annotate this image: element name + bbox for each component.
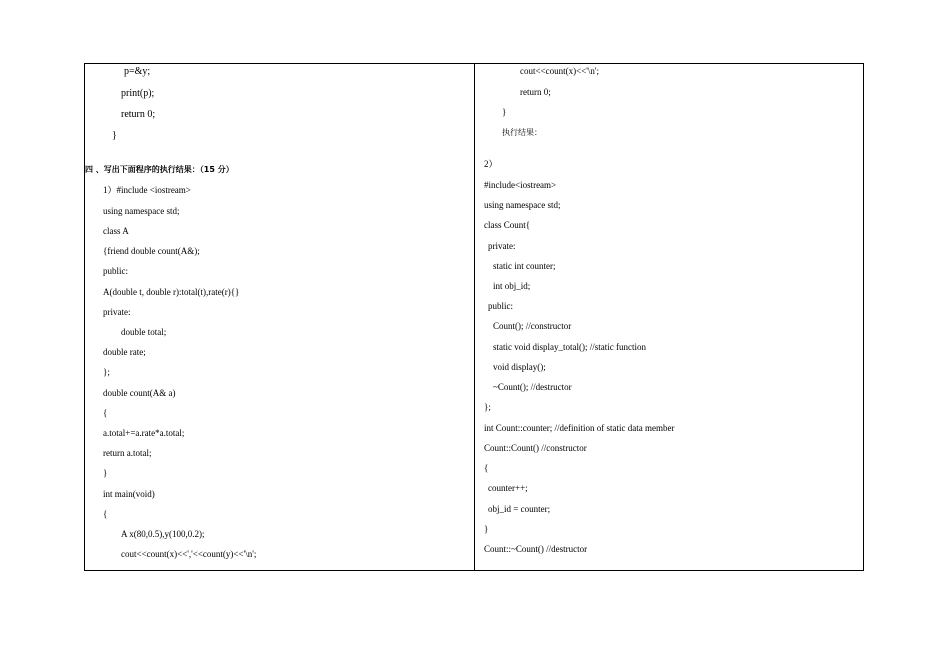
code-line: public: — [488, 301, 513, 311]
code-line: Count(); //constructor — [493, 321, 572, 331]
code-line: cout<<count(x)<<','<<count(y)<<'\n'; — [121, 549, 257, 559]
code-line: class Count{ — [484, 220, 531, 230]
question-label: 1）#include <iostream> — [103, 185, 191, 195]
code-line: { — [103, 408, 108, 418]
code-line: double total; — [121, 327, 167, 337]
code-line: }; — [103, 367, 110, 377]
code-line: {friend double count(A&); — [103, 246, 200, 256]
code-line: class A — [103, 226, 129, 236]
code-line: } — [484, 524, 489, 534]
code-line: return 0; — [121, 109, 156, 120]
code-line: } — [103, 468, 108, 478]
code-line: public: — [103, 266, 128, 276]
code-line: private: — [488, 241, 516, 251]
question-label: 2） — [484, 159, 498, 169]
code-line: counter++; — [488, 483, 528, 493]
code-line: private: — [103, 307, 131, 317]
code-line: obj_id = counter; — [488, 504, 551, 514]
code-line: } — [502, 107, 507, 117]
code-line: #include<iostream> — [484, 180, 557, 190]
code-line: double rate; — [103, 347, 146, 357]
code-line: Count::Count() //constructor — [484, 443, 587, 453]
code-line: using namespace std; — [484, 200, 561, 210]
code-line: int main(void) — [103, 489, 155, 499]
code-line: { — [103, 509, 108, 519]
code-line: A x(80,0.5),y(100,0.2); — [121, 529, 205, 539]
code-line: static int counter; — [493, 261, 556, 271]
code-line: Count::~Count() //destructor — [484, 544, 588, 554]
code-line: ~Count(); //destructor — [493, 382, 572, 392]
code-line: }; — [484, 402, 491, 412]
code-line: p=&y; — [124, 66, 151, 77]
code-line: print(p); — [121, 88, 155, 99]
code-line: { — [484, 463, 489, 473]
code-line: cout<<count(x)<<'\n'; — [520, 66, 600, 76]
code-line: return a.total; — [103, 448, 152, 458]
code-line: using namespace std; — [103, 206, 180, 216]
code-line: return 0; — [520, 87, 551, 97]
code-line: } — [112, 130, 117, 141]
code-line: int obj_id; — [493, 281, 531, 291]
code-line: int Count::counter; //definition of static data member — [484, 423, 675, 433]
code-line: a.total+=a.rate*a.total; — [103, 428, 185, 438]
code-line: static void display_total(); //static function — [493, 342, 646, 352]
code-line: void display(); — [493, 362, 546, 372]
code-line: A(double t, double r):total(t),rate(r){} — [103, 287, 240, 297]
section-heading: 四 、写出下面程序的执行结果：（15 分） — [85, 165, 234, 174]
code-line: double count(A& a) — [103, 388, 176, 398]
column-divider — [474, 63, 475, 571]
result-label: 执行结果： — [502, 128, 542, 137]
